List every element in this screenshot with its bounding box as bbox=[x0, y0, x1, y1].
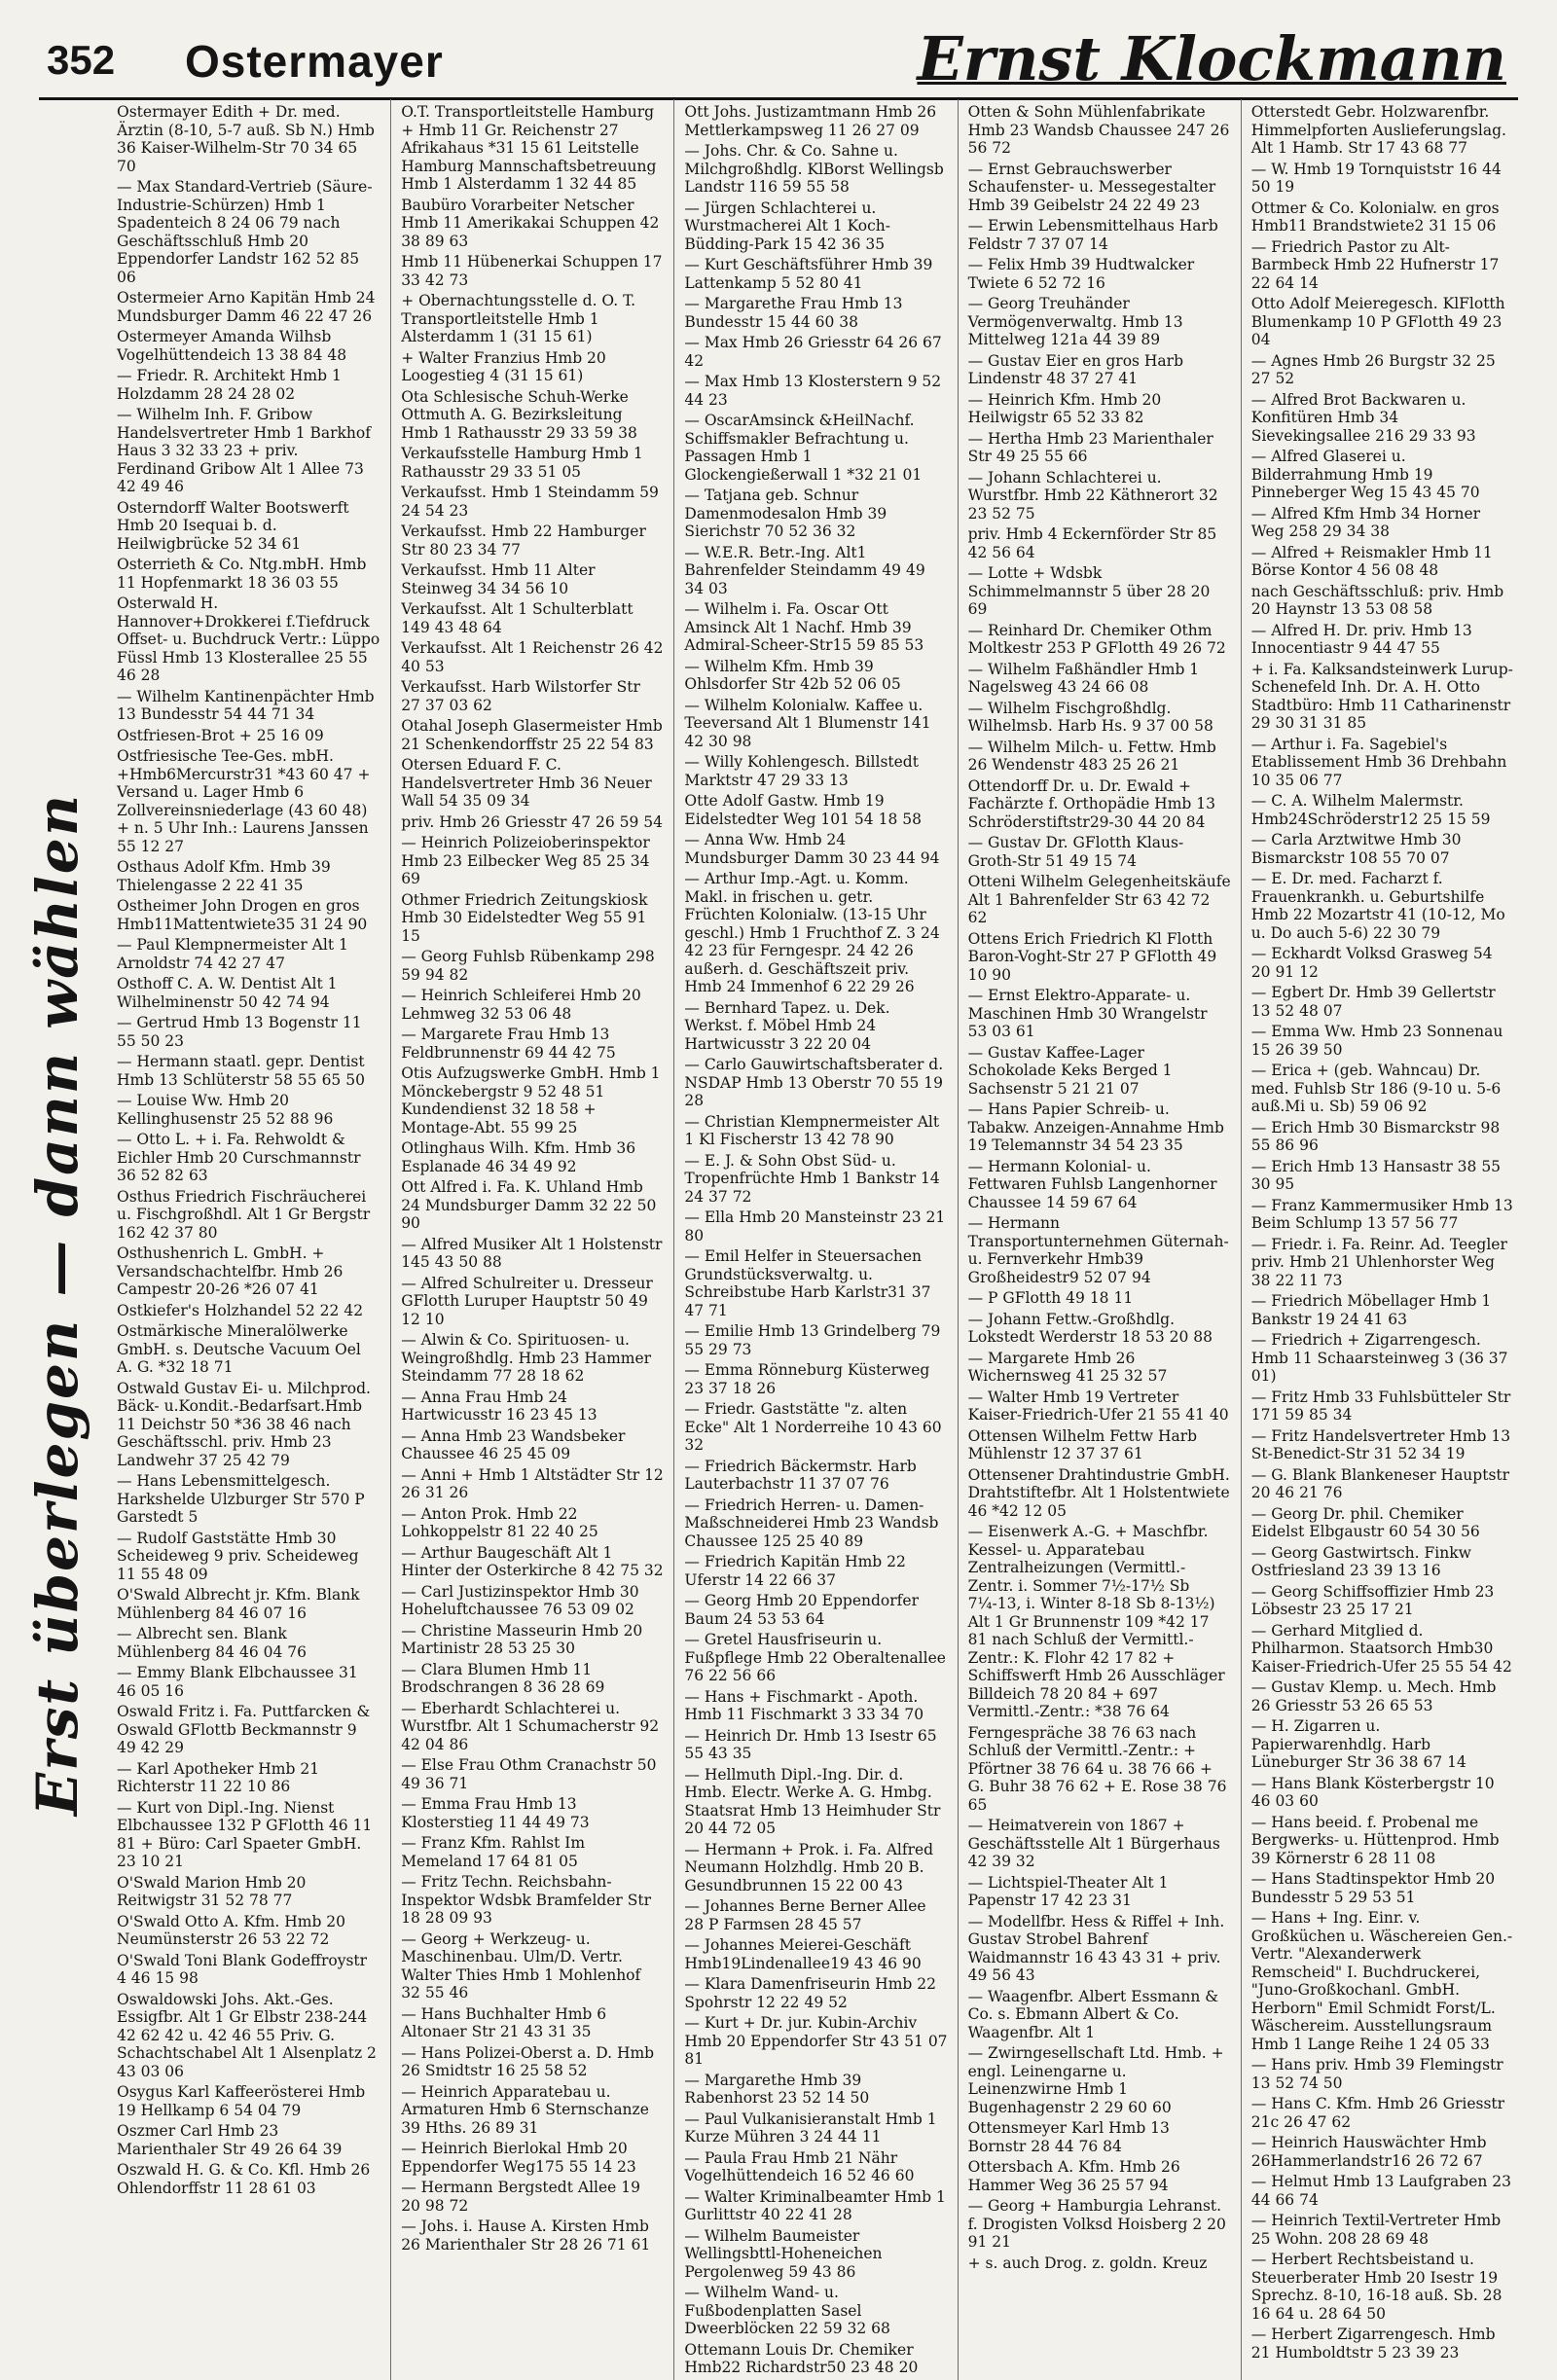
directory-entry: Ottensener Drahtindustrie GmbH. Drahtstiftefbr. Alt 1 Holstentwiete 46 *42 12 05 bbox=[967, 1465, 1230, 1520]
directory-entry: — Max Hmb 13 Klosterstern 9 52 44 23 bbox=[684, 373, 942, 409]
directory-entry: + s. auch Drog. z. goldn. Kreuz bbox=[967, 2254, 1208, 2272]
directory-entry: priv. Hmb 4 Eckernförder Str 85 42 56 64 bbox=[967, 525, 1217, 561]
directory-entry: — Kurt von Dipl.-Ing. Nienst Elbchaussee 132 P GFlotth 46 11 81 + Büro: Carl Spaeter GmbH. 23 10 21 bbox=[117, 1798, 373, 1870]
directory-entry: — Alfred + Reismakler Hmb 11 Börse Kontor 4 56 08 48 bbox=[1250, 543, 1493, 579]
directory-entry: Verkaufsst. Harb Wilstorfer Str 27 37 03 62 bbox=[401, 678, 640, 714]
directory-entry: — Ernst Gebrauchswerber Schaufenster- u. Messegestalter Hmb 39 Geibelstr 24 22 49 23 bbox=[967, 160, 1216, 214]
directory-entry: — Albrecht sen. Blank Mühlenberg 84 46 04 76 bbox=[117, 1625, 307, 1661]
directory-entry: — Hermann Bergstedt Allee 19 20 98 72 bbox=[401, 2179, 640, 2215]
directory-entry: — Wilhelm Kfm. Hmb 39 Ohlsdorfer Str 42b 52 06 05 bbox=[684, 657, 901, 693]
directory-entry: — Heinrich Hauswächter Hmb 26Hammerlandstr16 26 72 67 bbox=[1250, 2134, 1487, 2170]
directory-entry: + Obernachtungsstelle d. O. T. Transportleitstelle Hmb 1 Alsterdamm 1 (31 15 61) bbox=[401, 292, 636, 345]
directory-entry: — Alfred Musiker Alt 1 Holstenstr 145 43 50 88 bbox=[401, 1235, 663, 1271]
directory-entry: — Christian Klempnermeister Alt 1 Kl Fischerstr 13 42 78 90 bbox=[684, 1112, 940, 1148]
directory-entry: — Reinhard Dr. Chemiker Othm Moltkestr 253 P GFlotth 49 26 72 bbox=[967, 621, 1226, 657]
directory-entry: — Lotte + Wdsbk Schimmelmannstr 5 über 28 20 69 bbox=[967, 564, 1211, 618]
directory-entry: Osthaus Adolf Kfm. Hmb 39 Thielengasse 2 22 41 35 bbox=[117, 858, 331, 894]
directory-entry: — Gustav Eier en gros Harb Lindenstr 48 37 27 41 bbox=[967, 351, 1183, 387]
directory-entry: — Heimatverein von 1867 + Geschäftsstelle Alt 1 Bürgerhaus 42 39 32 bbox=[967, 1817, 1220, 1870]
directory-entry: — Alwin & Co. Spirituosen- u. Weingroßhdlg. Hmb 23 Hammer Steindamm 77 28 18 62 bbox=[401, 1331, 652, 1385]
directory-entry: Verkaufsstelle Hamburg Hmb 1 Rathausstr 29 33 51 05 bbox=[401, 445, 643, 481]
directory-entry: — Eisenwerk A.-G. + Maschfbr. Kessel- u. Apparatebau Zentralheizungen (Vermittl.-Zentr. i. Sommer 7½-17½ Sb 7¼-13, i. Winter 8-18 Sb 8-13½) Alt 1 Gr Brunnenstr 109 *42 17 81 nach Schluß der Vermittl.-Zentr.: K. Flohr 42 17 82 + Schiffswerft Hmb 26 Ausschläger Billdeich 78 20 84 + 697 Vermittl.-Zentr.: *38 76 64 bbox=[967, 1523, 1225, 1720]
directory-entry: Oszmer Carl Hmb 23 Marienthaler Str 49 26 64 39 bbox=[117, 2122, 343, 2158]
directory-entry: Ostheimer John Drogen en gros Hmb11Mattentwiete35 31 24 90 bbox=[117, 897, 368, 933]
directory-entry: Ottens Erich Friedrich Kl Flotth Baron-Voght-Str 27 P GFlotth 49 10 90 bbox=[967, 929, 1217, 984]
directory-entry: Ostfriesen-Brot + 25 16 09 bbox=[117, 726, 324, 744]
directory-entry: — Heinrich Schleiferei Hmb 20 Lehmweg 32 53 06 48 bbox=[401, 987, 641, 1023]
directory-entry: Ottersbach A. Kfm. Hmb 26 Hammer Weg 36 25 57 94 bbox=[967, 2158, 1180, 2194]
directory-entry: Oszwald H. G. & Co. Kfl. Hmb 26 Ohlendorffstr 11 28 61 03 bbox=[117, 2161, 371, 2197]
directory-entry: — Alfred Brot Backwaren u. Konfitüren Hmb 34 Sievekingsallee 216 29 33 93 bbox=[1250, 390, 1476, 445]
directory-entry: — Hans + Fischmarkt - Apoth. Hmb 11 Fischmarkt 3 33 34 70 bbox=[684, 1687, 924, 1723]
directory-entry: — Georg Gastwirtsch. Finkw Ostfriesland 23 39 13 16 bbox=[1250, 1543, 1471, 1579]
directory-entry: — Jürgen Schlachterei u. Wurstmacherei Alt 1 Koch-Büdding-Park 15 42 36 35 bbox=[684, 198, 891, 253]
directory-entry: — Georg Treuhänder Vermögenverwaltg. Hmb 13 Mittelweg 121a 44 39 89 bbox=[967, 295, 1183, 348]
directory-entry: — Franz Kfm. Rahlst Im Memeland 17 64 81 05 bbox=[401, 1834, 586, 1870]
directory-entry: Osthus Friedrich Fischräucherei u. Fischgroßhdl. Alt 1 Gr Bergstr 162 42 37 80 bbox=[117, 1187, 371, 1242]
directory-entry: — Hermann Kolonial- u. Fettwaren Fuhlsb Langenhorner Chaussee 14 59 67 64 bbox=[967, 1157, 1217, 1211]
directory-entry: — Johs. Chr. & Co. Sahne u. Milchgroßhdlg. KlBorst Wellingsb Landstr 116 59 55 58 bbox=[684, 142, 944, 196]
directory-entry: Otahal Joseph Glasermeister Hmb 21 Schenkendorffstr 25 22 54 83 bbox=[401, 717, 663, 753]
directory-entry: — Georg Schiffsoffizier Hmb 23 Löbsestr 23 25 17 21 bbox=[1250, 1582, 1495, 1618]
directory-entry: — Paula Frau Hmb 21 Nähr Vogelhüttendeich 16 52 46 60 bbox=[684, 2148, 915, 2184]
directory-entry: — Helmut Hmb 13 Laufgraben 23 44 66 74 bbox=[1250, 2173, 1511, 2209]
directory-entry: Ott Alfred i. Fa. K. Uhland Hmb 24 Mundsburger Damm 32 22 50 90 bbox=[401, 1178, 657, 1232]
directory-entry: — Wilhelm i. Fa. Oscar Ott Amsinck Alt 1 Nachf. Hmb 39 Admiral-Scheer-Str15 59 85 53 bbox=[684, 600, 924, 654]
directory-entry: — Friedrich + Zigarrengesch. Hmb 11 Schaarsteinweg 3 (36 37 01) bbox=[1250, 1331, 1508, 1385]
directory-entry: — Rudolf Gaststätte Hmb 30 Scheideweg 9 priv. Scheideweg 11 55 48 09 bbox=[117, 1529, 359, 1583]
directory-entry: — Arthur i. Fa. Sagebiel's Etablissement Hmb 36 Drehbahn 10 35 06 77 bbox=[1250, 735, 1507, 789]
directory-column bbox=[958, 99, 1241, 2380]
directory-entry: Ostermeyer Amanda Wilhsb Vogelhüttendeich 13 38 84 48 bbox=[117, 328, 347, 364]
directory-entry: — Kurt + Dr. jur. Kubin-Archiv Hmb 20 Eppendorfer Str 43 51 07 81 bbox=[684, 2014, 948, 2068]
directory-entry: Baubüro Vorarbeiter Netscher Hmb 11 Amerikakai Schuppen 42 38 89 63 bbox=[401, 196, 660, 250]
directory-entry: — Wilhelm Milch- u. Fettw. Hmb 26 Wendenstr 483 25 26 21 bbox=[967, 738, 1216, 774]
directory-entry: — P GFlotth 49 18 11 bbox=[967, 1289, 1134, 1307]
side-advertisement bbox=[18, 769, 97, 1839]
directory-entry: — Hertha Hmb 23 Marienthaler Str 49 25 55 66 bbox=[967, 429, 1213, 465]
directory-entry: — Erwin Lebensmittelhaus Harb Feldstr 7 37 07 14 bbox=[967, 217, 1218, 253]
directory-entry: Osygus Karl Kaffeerösterei Hmb 19 Hellkamp 6 54 04 79 bbox=[117, 2083, 366, 2119]
directory-entry: — Hermann staatl. gepr. Dentist Hmb 13 Schlüterstr 58 55 65 50 bbox=[117, 1053, 365, 1089]
directory-entry: — Wilhelm Baumeister Wellingsbttl-Hoheneichen Pergolenweg 59 43 86 bbox=[684, 2226, 883, 2281]
directory-entry: Oswaldowski Johs. Akt.-Ges. Essigfbr. Alt 1 Gr Elbstr 238-244 42 62 42 u. 42 46 55 Priv. G. Schachtschabel Alt 1 Alsenplatz 2 43 03 06 bbox=[117, 1990, 377, 2080]
directory-entry: Ott Johs. Justizamtmann Hmb 26 Mettlerkampsweg 11 26 27 09 bbox=[684, 103, 937, 139]
directory-entry: — Fritz Handelsvertreter Hmb 13 St-Benedict-Str 31 52 34 19 bbox=[1250, 1426, 1511, 1462]
directory-entry: — Friedrich Pastor zu Alt-Barmbeck Hmb 22 Hufnerstr 17 22 64 14 bbox=[1250, 237, 1500, 292]
directory-entry: — Ella Hmb 20 Mansteinstr 23 21 80 bbox=[684, 1208, 946, 1244]
directory-entry: Otis Aufzugswerke GmbH. Hmb 1 Mönckebergstr 9 52 48 51 Kundendienst 32 18 58 + Montage-Abt. 55 99 25 bbox=[401, 1064, 661, 1136]
directory-entry: Osterwald H. Hannover+Drokkerei f.Tiefdruck Offset- u. Buchdruck Vertr.: Lüppo Füssl Hmb 13 Klosterallee 25 55 46 28 bbox=[117, 595, 380, 684]
directory-entry: Ottmer & Co. Kolonialw. en gros Hmb11 Brandstwiete2 31 15 06 bbox=[1250, 198, 1500, 234]
directory-entry: — Walter Hmb 19 Vertreter Kaiser-Friedrich-Ufer 21 55 41 40 bbox=[967, 1388, 1229, 1424]
directory-entry: Otterstedt Gebr. Holzwarenfbr. Himmelpforten Auslieferungslag. Alt 1 Hamb. Str 17 43 68 77 bbox=[1250, 103, 1506, 157]
directory-entry: — Arthur Baugeschäft Alt 1 Hinter der Osterkirche 8 42 75 32 bbox=[401, 1543, 664, 1579]
directory-entry: — Hermann Transportunternehmen Güternah- u. Fernverkehr Hmb39 Großheidestr9 52 07 94 bbox=[967, 1214, 1229, 1286]
directory-entry: — Hans Stadtinspektor Hmb 20 Bundesstr 5 29 53 51 bbox=[1250, 1870, 1496, 1906]
directory-entry: — Felix Hmb 39 Hudtwalcker Twiete 6 52 72 16 bbox=[967, 256, 1195, 292]
directory-entry: — Friedrich Bäckermstr. Harb Lauterbachstr 11 37 07 76 bbox=[684, 1457, 917, 1493]
directory-entry: — Margarethe Hmb 39 Rabenhorst 23 52 14 50 bbox=[684, 2071, 870, 2107]
directory-entry: — Agnes Hmb 26 Burgstr 32 25 27 52 bbox=[1250, 351, 1496, 387]
directory-entry: — Margarethe Frau Hmb 13 Bundesstr 15 44 60 38 bbox=[684, 295, 903, 331]
side-ad-text: Erst überlegen — dann wählen bbox=[24, 792, 91, 1816]
directory-entry: — Hans C. Kfm. Hmb 26 Griesstr 21c 26 47 62 bbox=[1250, 2095, 1505, 2131]
directory-entry: — Friedr. i. Fa. Reinr. Ad. Teegler priv. Hmb 21 Uhlenhorster Weg 38 22 11 73 bbox=[1250, 1235, 1507, 1289]
directory-entry: Ostkiefer's Holzhandel 52 22 42 bbox=[117, 1301, 364, 1319]
directory-entry: — Johann Schlachterei u. Wurstfbr. Hmb 22 Käthnerort 32 23 52 75 bbox=[967, 468, 1218, 523]
directory-entry: — Heinrich Textil-Vertreter Hmb 25 Wohn. 208 28 69 48 bbox=[1250, 2212, 1502, 2248]
advertiser-logo: Ernst Klockmann bbox=[917, 23, 1506, 94]
directory-entry: nach Geschäftsschluß: priv. Hmb 20 Haynstr 13 53 08 58 bbox=[1250, 582, 1504, 618]
directory-entry: — Gertrud Hmb 13 Bogenstr 11 55 50 23 bbox=[117, 1014, 362, 1050]
directory-entry: — Franz Kammermusiker Hmb 13 Beim Schlump 13 57 56 77 bbox=[1250, 1196, 1513, 1232]
page-header bbox=[39, 23, 1518, 100]
directory-entry: O.T. Transportleitstelle Hamburg + Hmb 11 Gr. Reichenstr 27 Afrikahaus *31 15 61 Leitstelle Hamburg Mannschaftsbetreuung Hmb 1 Alsterdamm 1 32 44 85 bbox=[401, 103, 657, 193]
directory-entry: — Willy Kohlengesch. Billstedt Marktstr 47 29 33 13 bbox=[684, 753, 919, 789]
directory-entry: — Eberhardt Schlachterei u. Wurstfbr. Alt 1 Schumacherstr 92 42 04 86 bbox=[401, 1699, 660, 1753]
directory-entry: — Erica + (geb. Wahncau) Dr. med. Fuhlsb Str 186 (9-10 u. 5-6 auß.Mi u. Sb) 59 06 92 bbox=[1250, 1062, 1502, 1115]
directory-entry: Ottensen Wilhelm Fettw Harb Mühlenstr 12 37 37 61 bbox=[967, 1426, 1198, 1462]
directory-entry: — Georg + Werkzeug- u. Maschinenbau. Ulm/D. Vertr. Walter Thies Hmb 1 Mohlenhof 32 55 46 bbox=[401, 1929, 641, 2001]
directory-entry: — Karl Apotheker Hmb 21 Richterstr 11 22 10 86 bbox=[117, 1759, 320, 1795]
directory-entry: — Emil Helfer in Steuersachen Grundstücksverwaltg. u. Schreibstube Harb Karlstr31 37 47 71 bbox=[684, 1247, 931, 1319]
directory-entry: Hmb 11 Hübenerkai Schuppen 17 33 42 73 bbox=[401, 253, 663, 289]
directory-entry: Ota Schlesische Schuh-Werke Ottmuth A. G. Bezirksleitung Hmb 1 Rathausstr 29 33 59 38 bbox=[401, 387, 637, 442]
directory-entry: Othmer Friedrich Zeitungskiosk Hmb 30 Eidelstedter Weg 55 91 15 bbox=[401, 890, 648, 945]
directory-entry: — Alfred Glaserei u. Bilderrahmung Hmb 19 Pinneberger Weg 15 43 45 70 bbox=[1250, 448, 1480, 501]
directory-column bbox=[107, 99, 390, 2380]
directory-entry: — Wilhelm Kolonialw. Kaffee u. Teeversand Alt 1 Blumenstr 141 42 30 98 bbox=[684, 696, 931, 750]
directory-entry: — E. J. & Sohn Obst Süd- u. Tropenfrüchte Hmb 1 Bankstr 14 24 37 72 bbox=[684, 1151, 940, 1206]
directory-entry: — Anna Hmb 23 Wandsbeker Chaussee 46 25 45 09 bbox=[401, 1426, 626, 1462]
directory-entry: O'Swald Marion Hmb 20 Reitwigstr 31 52 78 77 bbox=[117, 1873, 307, 1909]
directory-entry: — Max Standard-Vertrieb (Säure-Industrie-Schürzen) Hmb 1 Spadenteich 8 24 06 79 nach Geschäftsschluß Hmb 20 Eppendorfer Landstr 162 52 85 06 bbox=[117, 178, 373, 286]
directory-entry: — Modellfbr. Hess & Riffel + Inh. Gustav Strobel Bahrenf Waidmannstr 16 43 43 31 + priv. 49 56 43 bbox=[967, 1912, 1225, 1984]
directory-entry: — Waagenfbr. Albert Essmann & Co. s. Ebmann Albert & Co. Waagenfbr. Alt 1 bbox=[967, 1987, 1219, 2041]
directory-entry: — W. Hmb 19 Tornquiststr 16 44 50 19 bbox=[1250, 160, 1502, 196]
directory-entry: — Gustav Kaffee-Lager Schokolade Keks Berged 1 Sachsenstr 5 21 21 07 bbox=[967, 1043, 1173, 1098]
directory-column bbox=[1241, 99, 1524, 2380]
directory-entry: — Fritz Techn. Reichsbahn-Inspektor Wdsbk Bramfelder Str 18 28 09 93 bbox=[401, 1873, 651, 1927]
directory-entry: — Johannes Berne Berner Allee 28 P Farmsen 28 45 57 bbox=[684, 1897, 926, 1933]
directory-entry: O'Swald Otto A. Kfm. Hmb 20 Neumünsterstr 26 53 22 72 bbox=[117, 1912, 346, 1948]
directory-entry: Osthushenrich L. GmbH. + Versandschachtelfbr. Hmb 26 Campestr 20-26 *26 07 41 bbox=[117, 1244, 344, 1298]
directory-entry: — Johs. i. Hause A. Kirsten Hmb 26 Marienthaler Str 28 26 71 61 bbox=[401, 2218, 651, 2254]
directory-entry: — Bernhard Tapez. u. Dek. Werkst. f. Möbel Hmb 24 Hartwicusstr 3 22 20 04 bbox=[684, 998, 890, 1053]
directory-entry: Otlinghaus Wilh. Kfm. Hmb 36 Esplanade 46 34 49 92 bbox=[401, 1139, 636, 1175]
directory-entry: — Wilhelm Fischgroßhdlg. Wilhelmsb. Harb Hs. 9 37 00 58 bbox=[967, 699, 1213, 735]
directory-entry: — G. Blank Blankeneser Hauptstr 20 46 21 76 bbox=[1250, 1465, 1510, 1501]
directory-entry: Oswald Fritz i. Fa. Puttfarcken & Oswald GFlottb Beckmannstr 9 49 42 29 bbox=[117, 1703, 371, 1756]
directory-entry: — Georg Fuhlsb Rübenkamp 298 59 94 82 bbox=[401, 948, 655, 984]
directory-entry: O'Swald Albrecht jr. Kfm. Blank Mühlenberg 84 46 07 16 bbox=[117, 1586, 360, 1622]
directory-entry: — W.E.R. Betr.-Ing. Alt1 Bahrenfelder Steindamm 49 49 34 03 bbox=[684, 543, 925, 597]
directory-entry: — Emilie Hmb 13 Grindelberg 79 55 29 73 bbox=[684, 1322, 941, 1358]
directory-entry: — Christine Masseurin Hmb 20 Martinistr 28 53 25 30 bbox=[401, 1621, 643, 1657]
directory-entry: — Alfred Kfm Hmb 34 Horner Weg 258 29 34 38 bbox=[1250, 504, 1481, 540]
directory-entry: — Georg Dr. phil. Chemiker Eidelst Elbgaustr 60 54 30 56 bbox=[1250, 1504, 1480, 1540]
directory-entry: — Anton Prok. Hmb 22 Lohkoppelstr 81 22 40 25 bbox=[401, 1504, 598, 1540]
directory-entry: — Johann Fettw.-Großhdlg. Lokstedt Werderstr 18 53 20 88 bbox=[967, 1310, 1213, 1346]
directory-entry: Otto Adolf Meieregesch. KlFlotth Blumenkamp 10 P GFlotth 49 23 04 bbox=[1250, 295, 1505, 348]
directory-entry: Otten & Sohn Mühlenfabrikate Hmb 23 Wandsb Chaussee 247 26 56 72 bbox=[967, 103, 1230, 157]
directory-entry: Osterrieth & Co. Ntg.mbH. Hmb 11 Hopfenmarkt 18 36 03 55 bbox=[117, 556, 367, 592]
directory-entry: — Herbert Zigarrengesch. Hmb 21 Humboldtstr 5 23 39 23 bbox=[1250, 2326, 1496, 2362]
directory-entry: Otte Adolf Gastw. Hmb 19 Eidelstedter Weg 101 54 18 58 bbox=[684, 792, 922, 828]
directory-columns bbox=[107, 99, 1524, 2376]
directory-entry: — Hans Buchhalter Hmb 6 Altonaer Str 21 43 31 35 bbox=[401, 2004, 607, 2040]
directory-entry: — Gustav Dr. GFlotth Klaus-Groth-Str 51 49 15 74 bbox=[967, 834, 1184, 870]
directory-entry: — Erich Hmb 13 Hansastr 38 55 30 95 bbox=[1250, 1157, 1502, 1193]
directory-entry: — Heinrich Kfm. Hmb 20 Heilwigstr 65 52 33 82 bbox=[967, 390, 1162, 426]
directory-entry: — Heinrich Apparatebau u. Armaturen Hmb 6 Sternschanze 39 Hths. 26 89 31 bbox=[401, 2082, 649, 2137]
directory-entry: — Fritz Hmb 33 Fuhlsbütteler Str 171 59 85 34 bbox=[1250, 1388, 1511, 1424]
directory-entry: — Wilhelm Faßhändler Hmb 1 Nagelsweg 43 24 66 08 bbox=[967, 660, 1200, 696]
directory-entry: — Emmy Blank Elbchaussee 31 46 05 16 bbox=[117, 1664, 358, 1700]
directory-entry: — Clara Blumen Hmb 11 Brodschrangen 8 36 28 69 bbox=[401, 1660, 605, 1696]
directory-entry: — Margarete Hmb 26 Wichernsweg 41 25 32 57 bbox=[967, 1349, 1168, 1385]
directory-entry: — Otto L. + i. Fa. Rehwoldt & Eichler Hmb 20 Curschmannstr 36 52 82 63 bbox=[117, 1131, 361, 1184]
directory-entry: — Carla Arztwitwe Hmb 30 Bismarckstr 108 55 70 07 bbox=[1250, 831, 1462, 867]
directory-entry: — Alfred H. Dr. priv. Hmb 13 Innocentiastr 9 44 47 55 bbox=[1250, 621, 1472, 657]
directory-entry: Osthoff C. A. W. Dentist Alt 1 Wilhelminenstr 50 42 74 94 bbox=[117, 975, 338, 1011]
directory-entry: — Wilhelm Wand- u. Fußbodenplatten Sasel Dweerblöcken 22 59 32 68 bbox=[684, 2284, 890, 2337]
directory-entry: — Hans + Ing. Einr. v. Großküchen u. Wäschereien Gen.-Vertr. "Alexanderwerk Remscheid" I. Buchdruckerei, "Juno-Großkochanl. GmbH. Herborn" Emil Schmidt Forst/L. Wäschereim. Ausstellungsraum Hmb 1 Lange Reihe 1 24 05 33 bbox=[1250, 1909, 1513, 2053]
directory-entry: — Walter Kriminalbeamter Hmb 1 Gurlittstr 40 22 41 28 bbox=[684, 2187, 946, 2223]
directory-entry: — Hans Papier Schreib- u. Tabakw. Anzeigen-Annahme Hmb 19 Telemannstr 34 54 23 35 bbox=[967, 1100, 1224, 1154]
directory-entry: Ottensmeyer Karl Hmb 13 Bornstr 28 44 76 84 bbox=[967, 2119, 1170, 2155]
directory-entry: — Else Frau Othm Cranachstr 50 49 36 71 bbox=[401, 1756, 657, 1792]
directory-entry: — Georg + Hamburgia Lehranst. f. Drogisten Volksd Hoisberg 2 20 91 21 bbox=[967, 2197, 1226, 2251]
directory-entry: Verkaufsst. Hmb 1 Steindamm 59 24 54 23 bbox=[401, 484, 659, 520]
directory-entry: — H. Zigarren u. Papierwarenhdlg. Harb Lüneburger Str 36 38 67 14 bbox=[1250, 1717, 1466, 1771]
directory-entry: — Friedr. Gaststätte "z. alten Ecke" Alt 1 Norderreihe 10 43 60 32 bbox=[684, 1400, 942, 1454]
directory-entry: — Anna Ww. Hmb 24 Mundsburger Damm 30 23 44 94 bbox=[684, 831, 940, 867]
directory-entry: — Johannes Meierei-Geschäft Hmb19Lindenallee19 43 46 90 bbox=[684, 1936, 922, 1972]
directory-entry: — Friedrich Kapitän Hmb 22 Uferstr 14 22 66 37 bbox=[684, 1553, 906, 1589]
running-head: Ostermayer bbox=[185, 36, 444, 87]
directory-entry: — Hans Polizei-Oberst a. D. Hmb 26 Smidtstr 16 25 58 52 bbox=[401, 2043, 655, 2079]
directory-entry: Ostermeier Arno Kapitän Hmb 24 Mundsburger Damm 46 22 47 26 bbox=[117, 289, 376, 325]
directory-entry: — Wilhelm Kantinenpächter Hmb 13 Bundesstr 54 44 71 34 bbox=[117, 687, 375, 723]
directory-entry: — Wilhelm Inh. F. Gribow Handelsvertreter Hmb 1 Barkhof Haus 3 32 33 23 + priv. Ferdinand Gribow Alt 1 Allee 73 42 49 46 bbox=[117, 406, 371, 495]
directory-entry: — Anna Frau Hmb 24 Hartwicusstr 16 23 45 13 bbox=[401, 1388, 597, 1424]
directory-entry: + Walter Franzius Hmb 20 Loogestieg 4 (31 15 61) bbox=[401, 348, 606, 384]
directory-entry: — Erich Hmb 30 Bismarckstr 98 55 86 96 bbox=[1250, 1118, 1501, 1154]
directory-entry: — Herbert Rechtsbeistand u. Steuerberater Hmb 20 Isestr 19 Sprechz. 8-10, 16-18 auß. Sb. 28 16 64 u. 28 64 50 bbox=[1250, 2251, 1503, 2323]
directory-entry: Ferngespräche 38 76 63 nach Schluß der Vermittl.-Zentr.: + Pförtner 38 76 64 u. 38 76 66 + G. Buhr 38 76 62 + E. Rose 38 76 65 bbox=[967, 1723, 1227, 1814]
page-number: 352 bbox=[47, 37, 116, 83]
directory-entry: — Hans Lebensmittelgesch. Harkshelde Ulzburger Str 570 P Garstedt 5 bbox=[117, 1472, 365, 1526]
directory-entry: — Hermann + Prok. i. Fa. Alfred Neumann Holzhdlg. Hmb 20 B. Gesundbrunnen 15 22 00 43 bbox=[684, 1840, 934, 1894]
directory-entry: Otersen Eduard F. C. Handelsvertreter Hmb 36 Neuer Wall 54 35 09 34 bbox=[401, 756, 652, 810]
directory-entry: — E. Dr. med. Facharzt f. Frauenkrankh. u. Geburtshilfe Hmb 22 Mozartstr 41 (10-12, Mo u. Do auch 5-6) 22 30 79 bbox=[1250, 870, 1505, 942]
directory-entry: — Lichtspiel-Theater Alt 1 Papenstr 17 42 23 31 bbox=[967, 1873, 1169, 1909]
directory-entry: Verkaufsst. Hmb 11 Alter Steinweg 34 34 56 10 bbox=[401, 561, 596, 597]
directory-entry: — Anni + Hmb 1 Altstädter Str 12 26 31 26 bbox=[401, 1465, 664, 1501]
directory-entry: — Emma Rönneburg Küsterweg 23 37 18 26 bbox=[684, 1361, 930, 1397]
directory-entry: Verkaufsst. Alt 1 Reichenstr 26 42 40 53 bbox=[401, 639, 664, 675]
directory-entry: — Friedrich Herren- u. Damen-Maßschneiderei Hmb 23 Wandsb Chaussee 125 25 40 89 bbox=[684, 1496, 939, 1550]
directory-entry: + i. Fa. Kalksandsteinwerk Lurup-Schenefeld Inh. Dr. A. H. Otto Stadtbüro: Hmb 11 Catharinenstr 29 30 31 31 85 bbox=[1250, 660, 1513, 732]
directory-entry: — Hans beeid. f. Probenal me Bergwerks- u. Hüttenprod. Hmb 39 Körnerstr 6 28 11 08 bbox=[1250, 1813, 1500, 1867]
directory-entry: — Paul Klempnermeister Alt 1 Arnoldstr 74 42 27 47 bbox=[117, 936, 348, 972]
directory-entry: — Zwirngesellschaft Ltd. Hmb. + engl. Leinengarne u. Leinenzwirne Hmb 1 Bugenhagenstr 2 29 60 60 bbox=[967, 2044, 1224, 2116]
directory-entry: priv. Hmb 26 Griesstr 47 26 59 54 bbox=[401, 812, 664, 831]
directory-entry: — Hellmuth Dipl.-Ing. Dir. d. Hmb. Electr. Werke A. G. Hmbg. Staatsrat Hmb 13 Heimhuder Str 20 44 72 05 bbox=[684, 1765, 941, 1837]
directory-column bbox=[673, 99, 957, 2380]
directory-column bbox=[390, 99, 673, 2380]
directory-entry: — Egbert Dr. Hmb 39 Gellertstr 13 52 48 07 bbox=[1250, 984, 1496, 1020]
directory-entry: Otteni Wilhelm Gelegenheitskäufe Alt 1 Bahrenfelder Str 63 42 72 62 bbox=[967, 873, 1231, 926]
directory-entry: — Friedrich Möbellager Hmb 1 Bankstr 19 24 41 63 bbox=[1250, 1292, 1492, 1328]
directory-entry: Ostwald Gustav Ei- u. Milchprod. Bäck- u.Kondit.-Bedarfsart.Hmb 11 Deichstr 50 *36 38 46 nach Geschäftsschl. priv. Hmb 23 Landwehr 37 25 42 79 bbox=[117, 1379, 371, 1469]
directory-entry: — Emma Frau Hmb 13 Klosterstieg 11 44 49 73 bbox=[401, 1795, 590, 1831]
directory-entry: — Ernst Elektro-Apparate- u. Maschinen Hmb 30 Wrangelstr 53 03 61 bbox=[967, 987, 1208, 1040]
directory-entry: — Carl Justizinspektor Hmb 30 Hoheluftchaussee 76 53 09 02 bbox=[401, 1582, 639, 1618]
directory-entry: Osterndorff Walter Bootswerft Hmb 20 Isequai b. d. Heilwigbrücke 52 34 61 bbox=[117, 498, 349, 553]
directory-entry: — Heinrich Bierlokal Hmb 20 Eppendorfer Weg175 55 14 23 bbox=[401, 2140, 636, 2176]
directory-entry: Ostfriesische Tee-Ges. mbH. +Hmb6Mercurstr31 *43 60 47 + Versand u. Lager Hmb 6 Zollvereinsniederlage (43 60 48) + n. 5 Uhr Inh.: Laurens Janssen 55 12 27 bbox=[117, 747, 371, 855]
directory-entry: — Tatjana geb. Schnur Damenmodesalon Hmb 39 Sierichstr 70 52 36 32 bbox=[684, 487, 887, 540]
directory-entry: — Kurt Geschäftsführer Hmb 39 Lattenkamp 5 52 80 41 bbox=[684, 256, 933, 292]
directory-entry: — Eckhardt Volksd Grasweg 54 20 91 12 bbox=[1250, 945, 1493, 981]
directory-entry: Verkaufsst. Alt 1 Schulterblatt 149 43 48 64 bbox=[401, 600, 634, 636]
directory-entry: — Alfred Schulreiter u. Dresseur GFlotth Luruper Hauptstr 50 49 12 10 bbox=[401, 1274, 653, 1328]
directory-entry: — OscarAmsinck &HeilNachf. Schiffsmakler Befrachtung u. Passagen Hmb 1 Glockengießerwall 1 *32 21 01 bbox=[684, 412, 923, 484]
directory-entry: — Friedr. R. Architekt Hmb 1 Holzdamm 28 24 28 02 bbox=[117, 367, 342, 403]
directory-entry: — Margarete Frau Hmb 13 Feldbrunnenstr 69 44 42 75 bbox=[401, 1026, 616, 1062]
directory-entry: — Hans Blank Kösterbergstr 10 46 03 60 bbox=[1250, 1774, 1495, 1810]
directory-entry: — Emma Ww. Hmb 23 Sonnenau 15 26 39 50 bbox=[1250, 1023, 1503, 1059]
directory-entry: Ostmärkische Mineralölwerke GmbH. s. Deutsche Vacuum Oel A. G. *32 18 71 bbox=[117, 1322, 361, 1376]
directory-entry: — Hans priv. Hmb 39 Flemingstr 13 52 74 50 bbox=[1250, 2056, 1503, 2092]
directory-entry: — Gretel Hausfriseurin u. Fußpflege Hmb 22 Oberaltenallee 76 22 56 66 bbox=[684, 1631, 946, 1684]
directory-entry: Verkaufsst. Hmb 22 Hamburger Str 80 23 34 77 bbox=[401, 523, 646, 559]
directory-entry: Ottendorff Dr. u. Dr. Ewald + Fachärzte f. Orthopädie Hmb 13 Schröderstiftstr29-30 44 20 84 bbox=[967, 776, 1215, 831]
directory-entry: — Gustav Klemp. u. Mech. Hmb 26 Griesstr 53 26 65 53 bbox=[1250, 1678, 1497, 1714]
directory-entry: — Paul Vulkanisieranstalt Hmb 1 Kurze Mühren 3 24 44 11 bbox=[684, 2110, 937, 2146]
directory-entry: — C. A. Wilhelm Malermstr. Hmb24Schröderstr12 25 15 59 bbox=[1250, 792, 1491, 828]
directory-entry: Ottemann Louis Dr. Chemiker Hmb22 Richardstr50 23 48 20 bbox=[684, 2340, 919, 2376]
directory-entry: — Carlo Gauwirtschaftsberater d. NSDAP Hmb 13 Oberstr 70 55 19 28 bbox=[684, 1056, 944, 1109]
directory-entry: — Georg Hmb 20 Eppendorfer Baum 24 53 53 64 bbox=[684, 1592, 919, 1628]
directory-entry: — Max Hmb 26 Griesstr 64 26 67 42 bbox=[684, 334, 942, 370]
directory-entry: — Louise Ww. Hmb 20 Kellinghusenstr 25 52 88 96 bbox=[117, 1092, 334, 1128]
directory-entry: — Heinrich Polizeioberinspektor Hmb 23 Eilbecker Weg 85 25 34 69 bbox=[401, 834, 650, 887]
directory-entry: — Gerhard Mitglied d. Philharmon. Staatsorch Hmb30 Kaiser-Friedrich-Ufer 25 55 54 42 bbox=[1250, 1621, 1512, 1676]
directory-entry: — Arthur Imp.-Agt. u. Komm. Makl. in frischen u. getr. Früchten Kolonialw. (13-15 Uhr geschl.) Hmb 1 Fruchthof Z. 3 24 42 23 für Ferngespr. 24 42 26 außerh. d. Geschäftszeit priv. Hmb 24 Immenhof 6 22 29 26 bbox=[684, 870, 940, 995]
directory-entry: — Heinrich Dr. Hmb 13 Isestr 65 55 43 35 bbox=[684, 1726, 937, 1762]
directory-entry: O'Swald Toni Blank Godeffroystr 4 46 15 98 bbox=[117, 1951, 368, 1987]
directory-entry: Ostermayer Edith + Dr. med. Ärztin (8-10, 5-7 auß. Sb N.) Hmb 36 Kaiser-Wilhelm-Str 70 34 65 70 bbox=[117, 103, 375, 175]
directory-entry: — Klara Damenfriseurin Hmb 22 Spohrstr 12 22 49 52 bbox=[684, 1975, 936, 2011]
